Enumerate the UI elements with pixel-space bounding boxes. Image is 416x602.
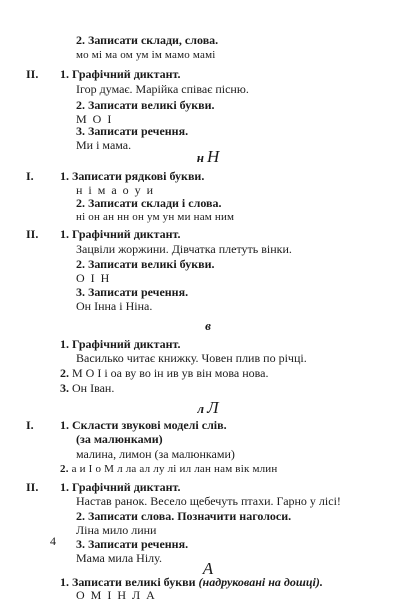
section-roman: I. [26, 418, 34, 432]
task-line: 1. Графічний диктант. [60, 337, 181, 351]
exercise-text: Зацвіли жоржини. Дівчатка плетуть вінки. [76, 242, 292, 256]
task-line: 1. Скласти звукові моделі слів. [60, 418, 227, 432]
heading-upper: Н [206, 147, 220, 166]
task-line: 2. Записати склади і слова. [76, 196, 222, 210]
exercise-text: Ми і мама. [76, 138, 132, 152]
exercise-text: Ігор думає. Марійка співає пісню. [76, 82, 249, 96]
section-roman: I. [26, 169, 34, 183]
exercise-text: Мама мила Нілу. [76, 551, 162, 565]
exercise-text: О М І Н Л А [76, 588, 157, 602]
exercise-content: а и І о М л ла ал лу лі ил лан нам вік млин [71, 463, 278, 475]
task-line: 2. Записати слова. Позначити наголоси. [76, 509, 292, 523]
task-line: 2. Записати великі букви. [76, 98, 215, 112]
heading-upper: А [202, 559, 214, 578]
exercise-text: малина, лимон (за малюнками) [76, 447, 235, 461]
exercise-text: Василько читає книжку. Човен плив по річці. [76, 351, 307, 365]
section-roman: II. [26, 480, 39, 494]
heading-lower: н [196, 150, 204, 165]
letter-heading-v [0, 319, 416, 333]
task-line: 2. Записати великі букви. [76, 257, 215, 271]
letter-heading-l [0, 398, 416, 417]
task-number: 3. [60, 381, 69, 395]
heading-upper: Л [207, 398, 219, 417]
task-note: (надруковані на дошці). [198, 575, 323, 589]
exercise-text: ні он ан нн он ум ун ми нам ним [76, 211, 235, 223]
heading-lower: л [197, 401, 205, 416]
exercise-text [60, 366, 268, 380]
section-roman: II. [26, 67, 39, 81]
exercise-text: М О І [76, 112, 113, 126]
exercise-text: О І Н [76, 271, 111, 285]
exercise-text: Он Інна і Ніна. [76, 299, 153, 313]
exercise-content: Он Іван. [72, 381, 115, 395]
heading-lower: в [205, 318, 211, 333]
exercise-text [60, 462, 277, 476]
task-line: 3. Записати речення. [76, 537, 189, 551]
task-line: 1. Графічний диктант. [60, 67, 181, 81]
task-line [60, 575, 323, 589]
task-line: 1. Записати рядкові букви. [60, 169, 205, 183]
task-title: 1. Записати великі букви [60, 575, 196, 589]
task-line: 1. Графічний диктант. [60, 227, 181, 241]
exercise-text: Ліна мило лини [76, 523, 157, 537]
task-number: 2. [60, 366, 69, 380]
task-number: 2. [60, 463, 69, 475]
task-line: 1. Графічний диктант. [60, 480, 181, 494]
exercise-text: мо мі ма ом ум ім мамо мамі [76, 49, 216, 61]
exercise-text [60, 381, 114, 395]
section-roman: II. [26, 227, 39, 241]
task-line: 3. Записати речення. [76, 285, 189, 299]
letter-heading-n [0, 147, 416, 166]
task-line-cont: (за малюнками) [76, 432, 163, 446]
task-line: 3. Записати речення. [76, 124, 189, 138]
exercise-text: н і м а о у и [76, 183, 155, 197]
task-line: 2. Записати склади, слова. [76, 33, 219, 47]
page-number: 4 [50, 534, 56, 548]
exercise-text: Настав ранок. Весело щебечуть птахи. Гарно у лісі! [76, 494, 341, 508]
exercise-content: М О І і оа ву во ін ив ув він мова нова. [72, 366, 269, 380]
